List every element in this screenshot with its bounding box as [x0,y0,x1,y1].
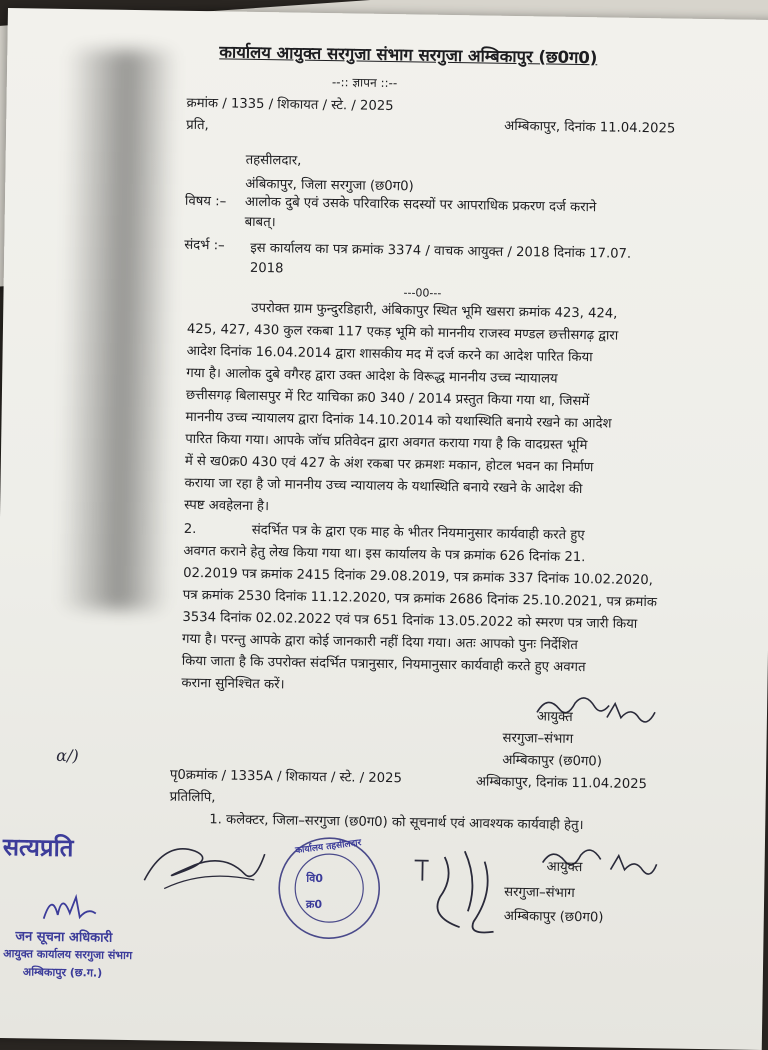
signatory-2-title: आयुक्त [546,859,583,876]
para1-line: कराया जा रहा है जो माननीय उच्च न्यायालय के यथास्थिति बनाये रखने के आदेश की [184,475,583,498]
round-stamp-top-text: कार्यालय तहसीलदार [294,838,362,857]
para1-line: 425, 427, 430 कुल रकबा 117 एकड़ भूमि को माननीय राजस्व मण्डल छत्तीसगढ़ द्वारा [186,321,619,344]
officer-stamp-line2: आयुक्त कार्यालय सरगुजा संभाग [3,947,133,963]
para2-line: कराना सुनिश्चित करें। [181,675,285,693]
para1-line: उपरोक्त ग्राम फुन्दुरडिहारी, अंबिकापुर स्थित भूमि खसरा क्रमांक 423, 424, [251,300,618,322]
round-stamp-field-2: क्र0 [305,897,323,912]
signatory-line2: अम्बिकापुर (छ0ग0) [502,752,603,770]
reference-line1: इस कार्यालय का पत्र क्रमांक 3374 / वाचक आयुक्त / 2018 दिनांक 17.07. [250,240,632,262]
paper-fold-shadow [59,49,178,611]
handwritten-receipt-note [403,840,515,952]
addressee-line2: अंबिकापुर, जिला सरगुजा (छ0ग0) [245,176,414,195]
para2-line: 3534 दिनांक 02.02.2022 एवं पत्र 651 दिनांक 13.05.2022 को स्मरण पत्र जारी किया [182,609,638,632]
gyapan-heading: --:: ज्ञापन ::-- [331,75,398,91]
para1-line: में से ख0क्र0 430 एवं 427 के अंश रकबा पर क्रमशः मकान, होटल भवन का निर्माण [184,453,594,476]
prati-label: प्रति, [186,117,209,134]
letter-date: अम्बिकापुर, दिनांक 11.04.2025 [504,118,676,137]
signatory-2-line2: अम्बिकापुर (छ0ग0) [503,908,604,926]
subject-label: विषय :– [184,193,227,210]
para2-number: 2. [183,521,197,538]
officer-signature [34,889,105,930]
scribbled-signature [134,830,275,902]
para2-line: 02.2019 पत्र क्रमांक 2415 दिनांक 29.08.2019, पत्र क्रमांक 337 दिनांक 10.02.2020, [183,565,654,589]
para1-line: माननीय उच्च न्यायालय द्वारा दिनांक 14.10.2014 को यथास्थिति बनाये रखने का आदेश [185,409,612,432]
round-stamp-field-1: वि0 [306,871,324,886]
officer-stamp-line1: जन सूचना अधिकारी [15,929,113,946]
subject-line2: बाबत्। [244,214,276,231]
para1-line: स्पष्ट अवहेलना है। [184,497,270,515]
true-copy-stamp: सत्यप्रति [2,833,74,863]
para2-line: संदर्भित पत्र के द्वारा एक माह के भीतर नियमानुसार कार्यवाही करते हुए [251,522,585,544]
subject-line1: आलोक दुबे एवं उसके परिवारिक सदस्यों पर आपराधिक प्रकरण दर्ज कराने [244,194,597,216]
handwritten-mark: ɑ/) [56,745,79,766]
reference-label: संदर्भ :– [184,237,225,254]
para2-line: गया है। परन्तु आपके द्वारा कोई जानकारी नहीं दिया गया। अतः आपको पुनः निर्देशित [181,631,579,654]
para2-line: किया जाता है कि उपरोक्त संदर्भित पत्रानुसार, नियमानुसार कार्यवाही करते हुए अवगत [181,653,586,676]
para1-line: पारित किया गया। आपके जॉच प्रतिवेदन द्वारा अवगत कराया गया है कि वादग्रस्त भूमि [185,431,588,454]
copy-letter-number: पृ0क्रमांक / 1335A / शिकायत / स्टे. / 2025 [169,767,403,787]
letter-number: क्रमांक / 1335 / शिकायत / स्टे. / 2025 [186,95,394,115]
signatory-title: आयुक्त [536,709,573,725]
signatory-2-line1: सरगुजा–संभाग [504,884,575,902]
addressee-line1: तहसीलदार, [245,152,302,169]
para2-line: पत्र क्रमांक 2530 दिनांक 11.12.2020, पत्र क्रमांक 2686 दिनांक 25.10.2021, पत्र क्रमांक [182,587,658,611]
para1-line: छत्तीसगढ़ बिलासपुर में रिट याचिका क्र0 340 / 2014 प्रस्तुत किया गया था, जिसमें [185,387,590,410]
copy-date: अम्बिकापुर, दिनांक 11.04.2025 [475,774,648,793]
para2-line: अवगत कराने हेतु लेख किया गया था। इस कार्यालय के पत्र क्रमांक 626 दिनांक 21. [183,543,586,566]
divider: ---00--- [403,286,442,300]
para1-line: गया है। आलोक दुबे वगैरह द्वारा उक्त आदेश के विरूद्ध माननीय उच्च न्यायालय [186,365,558,387]
para1-line: आदेश दिनांक 16.04.2014 द्वारा शासकीय मद में दर्ज करने का आदेश पारित किया [186,343,593,366]
signatory-line1: सरगुजा–संभाग [502,730,574,747]
office-title: कार्यालय आयुक्त सरगुजा संभाग सरगुजा अम्बिकापुर (छ0ग0) [219,42,598,68]
copy-recipient-1: 1. कलेक्टर, जिला–सरगुजा (छ0ग0) को सूचनार्थ एवं आवश्यक कार्यवाही हेतु। [209,812,584,834]
reference-line2: 2018 [249,260,284,277]
pratilipi-label: प्रतिलिपि, [169,789,216,806]
letter-page [0,8,768,1050]
officer-stamp-line3: अम्बिकापुर (छ.ग.) [22,965,103,980]
